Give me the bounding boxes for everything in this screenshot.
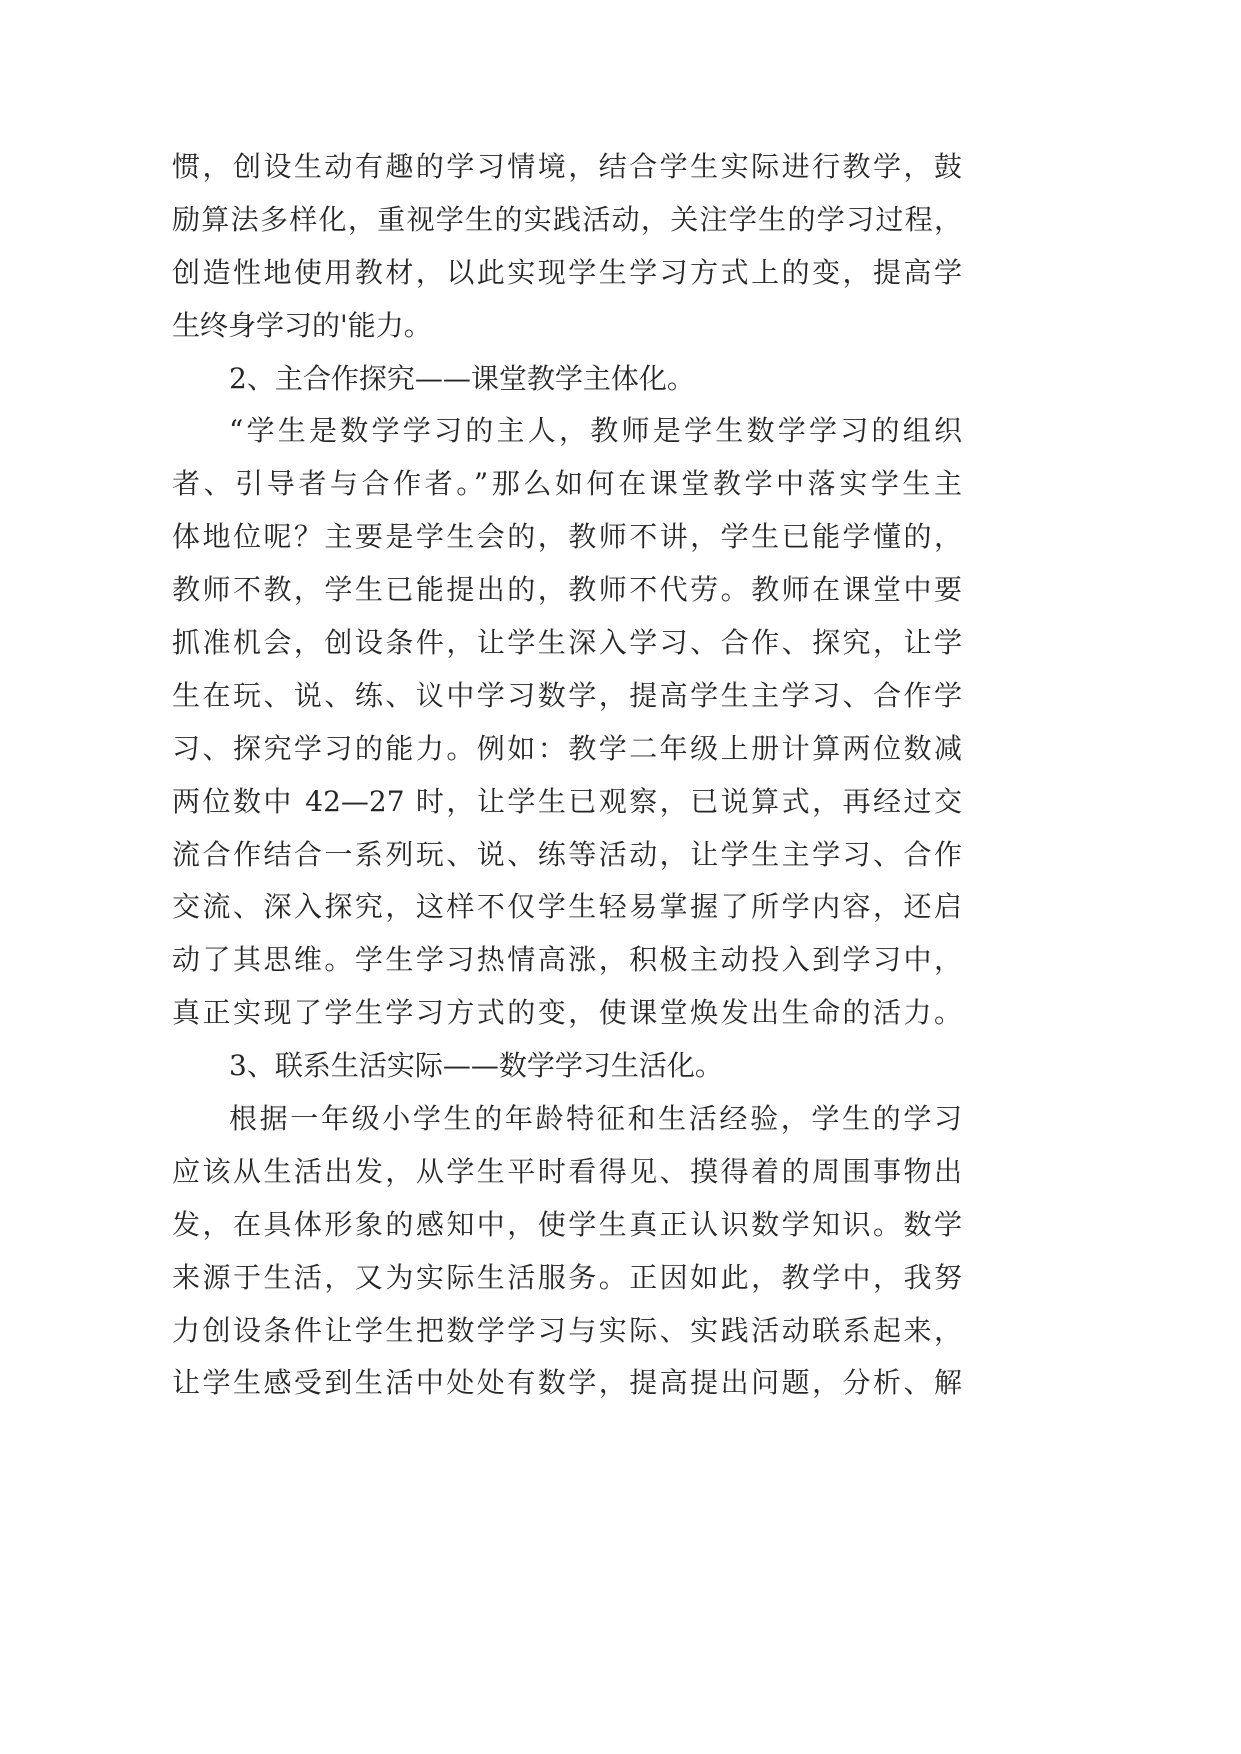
text-line: 教师不教，学生已能提出的，教师不代劳。教师在课堂中要: [172, 573, 962, 607]
text-line: 生终身学习的'能力。: [172, 308, 432, 342]
section-heading: 2、主合作探究——课堂教学主体化。: [229, 361, 695, 395]
text-line: 流合作结合一系列玩、说、练等活动，让学生主学习、合作: [172, 837, 962, 871]
text-line: 创造性地使用教材，以此实现学生学习方式上的变，提高学: [172, 255, 962, 289]
text-line: 力创设条件让学生把数学学习与实际、实践活动联系起来，: [172, 1313, 962, 1347]
body-text: [172, 141, 962, 1410]
text-line: 来源于生活，又为实际生活服务。正因如此，教学中，我努: [172, 1260, 962, 1294]
text-line: 根据一年级小学生的年龄特征和生活经验，学生的学习: [229, 1102, 962, 1136]
text-line: “学生是数学学习的主人，教师是学生数学学习的组织: [229, 414, 962, 448]
text-line: 体地位呢？主要是学生会的，教师不讲，学生已能学懂的，: [172, 520, 962, 554]
text-line: 习、探究学习的能力。例如：教学二年级上册计算两位数减: [172, 731, 962, 765]
text-line: 励算法多样化，重视学生的实践活动，关注学生的学习过程，: [172, 202, 962, 236]
text-line: 应该从生活出发，从学生平时看得见、摸得着的周围事物出: [172, 1154, 962, 1188]
text-line: 让学生感受到生活中处处有数学，提高提出问题，分析、解: [172, 1366, 962, 1400]
section-heading: 3、联系生活实际——数学学习生活化。: [229, 1049, 723, 1083]
text-line: 发，在具体形象的感知中，使学生真正认识数学知识。数学: [172, 1207, 962, 1241]
text-line: 两位数中 42—27 时，让学生已观察，已说算式，再经过交: [172, 784, 962, 818]
text-line: 动了其思维。学生学习热情高涨，积极主动投入到学习中，: [172, 943, 962, 977]
text-line: 者、引导者与合作者。”那么如何在课堂教学中落实学生主: [172, 467, 962, 501]
text-line: 真正实现了学生学习方式的变，使课堂焕发出生命的活力。: [172, 996, 962, 1030]
text-line: 惯，创设生动有趣的学习情境，结合学生实际进行教学，鼓: [172, 150, 962, 183]
text-line: 交流、深入探究，这样不仅学生轻易掌握了所学内容，还启: [172, 890, 962, 924]
text-line: 生在玩、说、练、议中学习数学，提高学生主学习、合作学: [172, 678, 962, 712]
text-line: 抓准机会，创设条件，让学生深入学习、合作、探究，让学: [172, 626, 962, 660]
